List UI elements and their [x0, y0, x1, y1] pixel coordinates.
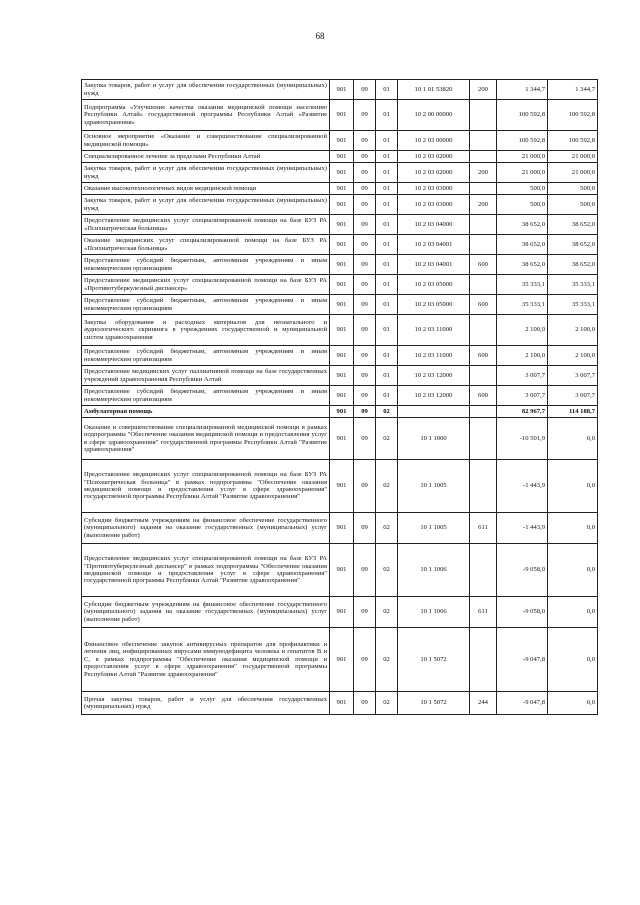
target-article-code: 10 2 03 04001 [398, 255, 470, 275]
expense-type-code: 200 [470, 80, 497, 100]
subsection-code: 01 [376, 195, 398, 215]
target-article-code: 10 2 00 00000 [398, 100, 470, 131]
target-article-code: 10 2 03 04001 [398, 235, 470, 255]
amount-first: 3 007,7 [497, 386, 548, 406]
subsection-code: 02 [376, 544, 398, 597]
subsection-code: 01 [376, 255, 398, 275]
target-article-code: 10 1 1005 [398, 513, 470, 544]
subsection-code: 01 [376, 131, 398, 151]
subsection-code: 02 [376, 628, 398, 692]
subsection-code: 01 [376, 80, 398, 100]
subsection-code: 01 [376, 100, 398, 131]
subsection-code: 01 [376, 346, 398, 366]
row-name: Субсидии бюджетным учреждениям на финансовое обеспечение государственного (муниципального) задания на оказание государственных (муниципальных) услуг (выполнение работ) [82, 597, 330, 628]
target-article-code: 10 1 1006 [398, 544, 470, 597]
amount-second: 2 100,0 [548, 315, 598, 346]
amount-first: 3 007,7 [497, 366, 548, 386]
amount-first: 100 592,8 [497, 100, 548, 131]
amount-second: 38 652,0 [548, 215, 598, 235]
subsection-code: 02 [376, 513, 398, 544]
table-row [82, 215, 598, 235]
admin-code: 901 [330, 346, 354, 366]
table-row [82, 386, 598, 406]
expense-type-code: 611 [470, 597, 497, 628]
amount-second: 0,0 [548, 513, 598, 544]
target-article-code: 10 2 03 02000 [398, 151, 470, 163]
admin-code: 901 [330, 131, 354, 151]
subsection-code: 02 [376, 460, 398, 513]
subsection-code: 01 [376, 235, 398, 255]
amount-second: 35 333,1 [548, 275, 598, 295]
row-name: Прочая закупка товаров, работ и услуг для обеспечения государственных (муниципальных) нужд [82, 692, 330, 715]
section-code: 09 [354, 183, 376, 195]
section-code: 09 [354, 235, 376, 255]
expense-type-code [470, 418, 497, 460]
target-article-code: 10 2 03 12000 [398, 386, 470, 406]
admin-code: 901 [330, 692, 354, 715]
expense-type-code [470, 628, 497, 692]
subsection-code: 01 [376, 163, 398, 183]
expense-type-code [470, 406, 497, 418]
target-article-code: 10 2 03 04000 [398, 215, 470, 235]
row-name: Закупка оборудования и расходных материалов для неонатального и аудиологического скрининга в учреждениях государственной и муниципальной систем здравоохранения [82, 315, 330, 346]
table-row [82, 195, 598, 215]
section-code: 09 [354, 460, 376, 513]
amount-first: 38 652,0 [497, 215, 548, 235]
row-name: Предоставление медицинских услуг специализированной помощи на базе БУЗ РА "Психиатрическая больница" в рамках подпрограммы "Обеспечение оказания медицинской помощи и предоставления услуг в сфере здравоохранения" государственной программы Республики Алтай "Развитие здравоохранения" [82, 460, 330, 513]
table-row [82, 151, 598, 163]
amount-first: 82 967,7 [497, 406, 548, 418]
subsection-code: 01 [376, 275, 398, 295]
target-article-code: 10 2 03 05000 [398, 275, 470, 295]
expense-type-code: 600 [470, 295, 497, 315]
admin-code: 901 [330, 628, 354, 692]
row-name: Амбулаторная помощь [82, 406, 330, 418]
target-article-code: 10 2 03 03000 [398, 195, 470, 215]
amount-second: 500,0 [548, 183, 598, 195]
subsection-code: 01 [376, 151, 398, 163]
amount-second: 500,0 [548, 195, 598, 215]
table-row [82, 275, 598, 295]
amount-first: 2 100,0 [497, 315, 548, 346]
expense-type-code [470, 215, 497, 235]
target-article-code: 10 1 1006 [398, 597, 470, 628]
subsection-code: 01 [376, 386, 398, 406]
admin-code: 901 [330, 513, 354, 544]
table-row [82, 100, 598, 131]
target-article-code: 10 1 1005 [398, 460, 470, 513]
section-code: 09 [354, 151, 376, 163]
row-name: Предоставление медицинских услуг специализированной помощи на базе БУЗ РА «Психиатрическая больница» [82, 215, 330, 235]
amount-first: 38 652,0 [497, 255, 548, 275]
subsection-code: 02 [376, 406, 398, 418]
amount-second: 3 007,7 [548, 366, 598, 386]
row-name: Основное мероприятие «Оказание и совершенствование специализированной медицинской помощи» [82, 131, 330, 151]
row-name: Предоставление субсидий бюджетным, автономным учреждениям и иным некоммерческим организациям [82, 295, 330, 315]
section-code: 09 [354, 315, 376, 346]
amount-first: -9 058,0 [497, 544, 548, 597]
amount-second: 1 344,7 [548, 80, 598, 100]
table-row [82, 597, 598, 628]
subsection-code: 02 [376, 692, 398, 715]
row-name: Подпрограмма «Улучшение качества оказания медицинской помощи населению Республики Алтай» государственной программы Республики Алтай «Развитие здравоохранения» [82, 100, 330, 131]
amount-second: 114 188,7 [548, 406, 598, 418]
admin-code: 901 [330, 315, 354, 346]
section-code: 09 [354, 255, 376, 275]
admin-code: 901 [330, 460, 354, 513]
admin-code: 901 [330, 235, 354, 255]
section-code: 09 [354, 100, 376, 131]
amount-first: 21 000,0 [497, 163, 548, 183]
amount-first: 2 100,0 [497, 346, 548, 366]
subsection-code: 01 [376, 215, 398, 235]
row-name: Специализированное лечение за пределами Республики Алтай [82, 151, 330, 163]
section-code: 09 [354, 215, 376, 235]
admin-code: 901 [330, 366, 354, 386]
amount-second: 3 007,7 [548, 386, 598, 406]
target-article-code [398, 406, 470, 418]
row-name: Оказание и совершенствование специализированной медицинской помощи в рамках подпрограммы "Обеспечение оказания медицинской помощи и предоставления услуг в сфере здравоохранения" государственной программы Республики Алтай "Развитие здравоохранения" [82, 418, 330, 460]
amount-first: -9 058,0 [497, 597, 548, 628]
table-row [82, 183, 598, 195]
subsection-code: 01 [376, 315, 398, 346]
amount-first: -10 501,9 [497, 418, 548, 460]
admin-code: 901 [330, 151, 354, 163]
admin-code: 901 [330, 597, 354, 628]
subsection-code: 01 [376, 366, 398, 386]
amount-first: -1 443,9 [497, 513, 548, 544]
subsection-code: 02 [376, 597, 398, 628]
row-name: Предоставление субсидий бюджетным, автономным учреждениям и иным некоммерческим организациям [82, 386, 330, 406]
row-name: Закупка товаров, работ и услуг для обеспечения государственных (муниципальных) нужд [82, 163, 330, 183]
amount-first: 35 333,1 [497, 275, 548, 295]
admin-code: 901 [330, 183, 354, 195]
page-number: 68 [315, 31, 325, 41]
amount-first: 100 592,8 [497, 131, 548, 151]
amount-first: 500,0 [497, 195, 548, 215]
table-row [82, 295, 598, 315]
subsection-code: 02 [376, 418, 398, 460]
row-name: Предоставление медицинских услуг паллиативной помощи на базе государственных учреждений здравоохранения Республики Алтай [82, 366, 330, 386]
target-article-code: 10 2 03 12000 [398, 366, 470, 386]
row-name: Предоставление медицинских услуг специализированной помощи на базе БУЗ РА «Противотуберкулезный диспансер» [82, 275, 330, 295]
admin-code: 901 [330, 544, 354, 597]
amount-second: 0,0 [548, 418, 598, 460]
expense-type-code [470, 275, 497, 295]
admin-code: 901 [330, 215, 354, 235]
amount-first: 35 333,1 [497, 295, 548, 315]
table-row [82, 406, 598, 418]
target-article-code: 10 2 03 03000 [398, 183, 470, 195]
section-code: 09 [354, 195, 376, 215]
table-row [82, 418, 598, 460]
row-name: Предоставление субсидий бюджетным, автономным учреждениям и иным некоммерческим организациям [82, 255, 330, 275]
row-name: Закупка товаров, работ и услуг для обеспечения государственных (муниципальных) нужд [82, 80, 330, 100]
target-article-code: 10 1 5072 [398, 692, 470, 715]
table-row [82, 163, 598, 183]
table-body [82, 80, 598, 715]
amount-second: 100 592,8 [548, 100, 598, 131]
section-code: 09 [354, 513, 376, 544]
expense-type-code [470, 366, 497, 386]
amount-second: 0,0 [548, 597, 598, 628]
amount-second: 0,0 [548, 544, 598, 597]
expense-type-code [470, 100, 497, 131]
amount-second: 0,0 [548, 628, 598, 692]
expense-type-code [470, 235, 497, 255]
section-code: 09 [354, 692, 376, 715]
admin-code: 901 [330, 80, 354, 100]
table-row [82, 544, 598, 597]
target-article-code: 10 1 1000 [398, 418, 470, 460]
expense-type-code: 611 [470, 513, 497, 544]
expense-type-code [470, 183, 497, 195]
expense-type-code: 244 [470, 692, 497, 715]
table-row [82, 366, 598, 386]
section-code: 09 [354, 386, 376, 406]
amount-first: -1 443,9 [497, 460, 548, 513]
table-row [82, 513, 598, 544]
table-row [82, 460, 598, 513]
row-name: Предоставление субсидий бюджетным, автономным учреждениям и иным некоммерческим организациям [82, 346, 330, 366]
expense-type-code: 600 [470, 255, 497, 275]
amount-second: 2 100,0 [548, 346, 598, 366]
section-code: 09 [354, 275, 376, 295]
section-code: 09 [354, 131, 376, 151]
subsection-code: 01 [376, 295, 398, 315]
admin-code: 901 [330, 100, 354, 131]
section-code: 09 [354, 418, 376, 460]
amount-second: 35 333,1 [548, 295, 598, 315]
expense-type-code [470, 460, 497, 513]
section-code: 09 [354, 80, 376, 100]
admin-code: 901 [330, 255, 354, 275]
target-article-code: 10 1 5072 [398, 628, 470, 692]
expense-type-code [470, 544, 497, 597]
target-article-code: 10 2 03 11000 [398, 315, 470, 346]
section-code: 09 [354, 628, 376, 692]
target-article-code: 10 2 03 05000 [398, 295, 470, 315]
table-row [82, 131, 598, 151]
expense-type-code: 600 [470, 346, 497, 366]
table-row [82, 346, 598, 366]
row-name: Оказание медицинских услуг специализированной помощи на базе БУЗ РА «Психиатрическая больница» [82, 235, 330, 255]
row-name: Субсидии бюджетным учреждениям на финансовое обеспечение государственного (муниципального) задания на оказание государственных (муниципальных) услуг (выполнение работ) [82, 513, 330, 544]
section-code: 09 [354, 346, 376, 366]
admin-code: 901 [330, 418, 354, 460]
table-row [82, 315, 598, 346]
target-article-code: 10 1 01 53820 [398, 80, 470, 100]
row-name: Оказание высокотехнологичных видов медицинской помощи [82, 183, 330, 195]
amount-first: 38 652,0 [497, 235, 548, 255]
subsection-code: 01 [376, 183, 398, 195]
admin-code: 901 [330, 275, 354, 295]
table-row [82, 628, 598, 692]
amount-second: 38 652,0 [548, 235, 598, 255]
amount-second: 0,0 [548, 692, 598, 715]
target-article-code: 10 2 03 02000 [398, 163, 470, 183]
table-row [82, 235, 598, 255]
row-name: Финансовое обеспечение закупок антивирусных препаратов для профилактики и лечения лиц, инфицированных вирусами иммунодефицита человека и гепатитов В и С, в рамках подпрограммы "Обеспечение оказания медицинской помощи и предоставления услуг в сфере здравоохранения" государственной программы Республики Алтай "Развитие здравоохранения" [82, 628, 330, 692]
row-name: Предоставление медицинских услуг специализированной помощи на базе БУЗ РА "Противотуберкулезный диспансер" в рамках подпрограммы "Обеспечение оказания медицинской помощи и предоставления услуг в сфере здравоохранения" государственной программы Республики Алтай "Развитие здравоохранения" [82, 544, 330, 597]
expense-type-code [470, 315, 497, 346]
amount-second: 0,0 [548, 460, 598, 513]
amount-second: 100 592,8 [548, 131, 598, 151]
row-name: Закупка товаров, работ и услуг для обеспечения государственных (муниципальных) нужд [82, 195, 330, 215]
admin-code: 901 [330, 386, 354, 406]
table-row [82, 80, 598, 100]
amount-second: 38 652,0 [548, 255, 598, 275]
amount-first: 21 000,0 [497, 151, 548, 163]
expense-type-code: 200 [470, 163, 497, 183]
section-code: 09 [354, 163, 376, 183]
expense-type-code: 200 [470, 195, 497, 215]
amount-first: -9 047,8 [497, 692, 548, 715]
amount-first: 1 344,7 [497, 80, 548, 100]
table-row [82, 255, 598, 275]
table-row [82, 692, 598, 715]
amount-first: -9 047,8 [497, 628, 548, 692]
expense-type-code: 600 [470, 386, 497, 406]
section-code: 09 [354, 295, 376, 315]
section-code: 09 [354, 366, 376, 386]
section-code: 09 [354, 597, 376, 628]
budget-table [81, 79, 598, 715]
target-article-code: 10 2 03 11000 [398, 346, 470, 366]
admin-code: 901 [330, 195, 354, 215]
amount-first: 500,0 [497, 183, 548, 195]
expense-type-code [470, 151, 497, 163]
admin-code: 901 [330, 295, 354, 315]
expense-type-code [470, 131, 497, 151]
target-article-code: 10 2 03 00000 [398, 131, 470, 151]
section-code: 09 [354, 406, 376, 418]
admin-code: 901 [330, 406, 354, 418]
section-code: 09 [354, 544, 376, 597]
amount-second: 21 000,0 [548, 163, 598, 183]
admin-code: 901 [330, 163, 354, 183]
amount-second: 21 000,0 [548, 151, 598, 163]
